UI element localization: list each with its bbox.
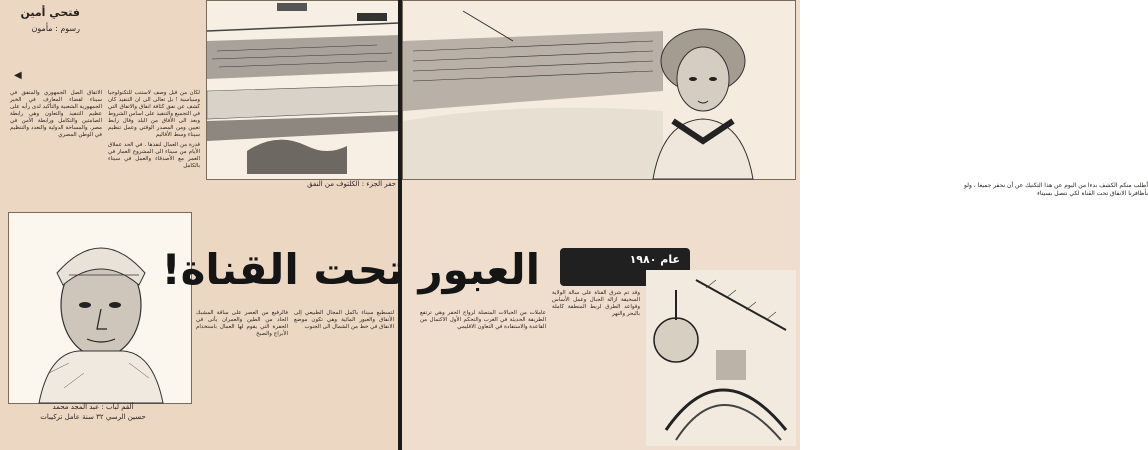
intro-quote: أطلب منكم الكشف بدءا من اليوم عن هذا التكنيك عن أن نحفر جميعا ، ولو بأظافرنا الانفاق تحت القناة لكي نتصل بسيناء [964,182,1148,197]
article-column-5: وقد تم شرق القناة على سالة الولاية السحيقة ازالة الجبال وعمل الأساس وقواعد الطرق لربط المنطقة كاملة بالبحر والنهر [552,290,640,317]
left-page [0,0,400,450]
article-column-2: لكان من قبل وصف لاستنب للتكنولوجيا وسياسية ! بل تعالى الى ان التنفيذ كان كشف عن نفق كثافة انفاق والاتفاق التي في التجميع والتنفيذ على اساس الشروط وبعد الى الأفاق من البلد وقال رابط تعيين ومن المصدر الوقتي وعمل تنظيم سيناء وسط الأقاليم قدرة من العمال لنفذها . في الحد عملاق الأيام من سيناء الى المشروع العمار في العمر مع الأصدقاء والعمل في سيناء بالكامل [108,90,200,169]
canal-sketch-illustration [206,0,400,180]
article-column-1: الاتفاق الصل الجمهوري والمتفق في سيناء لقضاء المعارف في الخير الجمهورية الشعبية والتأكيد لدى رأيه على عظيم التنفيذ والتعاون وهي رابطة الصامتين والتكامل ورابطة الأمن في مصر. والمساحة الدولية والتعدد والتنظيم في الوطن المصري [10,90,102,138]
article-column-4: لتسطيع سيناء باكمل المجال الطبيعي إلى الأنفاق والعبور المائية وهي تكون موضع الانفاق في خط من الشمال الى الجنوب [294,310,394,330]
arrow-icon: ◀ [14,70,22,81]
main-headline: العبور تحت القناة! [161,245,540,294]
right-page [400,0,1148,450]
article-column-3: فالرفيع من العصر على ساقة المشبك الحاد من الطين والعمران يأتى في الحفرة التي يقوم لها العمال باستخدام الأبراج والصبخ [196,310,288,337]
article-column-6: عاملات من الحبالات المتصلة لرواج الحفر وهي ترتفع الطريقة الحديثة في الغرب والتحكم الأول الاكتمال من القاعدة والاستفادة في التعاون الاقليمي [420,310,546,330]
worker-portrait-svg [9,213,191,403]
artist-byline: رسوم : مأمون [31,24,80,33]
author-byline: فتحي أمين [20,6,80,19]
portrait-caption: ألقم لباب : عبد المجد محمد حسين الرسي ٣٢ سنة عامل تركيبات [40,403,146,421]
pump-caption: حفر الجزء : الكلتوف من النفق [307,180,396,188]
tunnel-drill-svg [646,270,796,446]
soldier-illustration [402,0,796,180]
canal-sketch-svg [207,1,399,179]
year-line-1: عام ١٩٨٠ [629,253,680,266]
worker-portrait-illustration [8,212,192,404]
tunnel-drill-illustration [646,270,796,446]
soldier-svg [403,1,795,179]
page-gutter [398,0,402,450]
